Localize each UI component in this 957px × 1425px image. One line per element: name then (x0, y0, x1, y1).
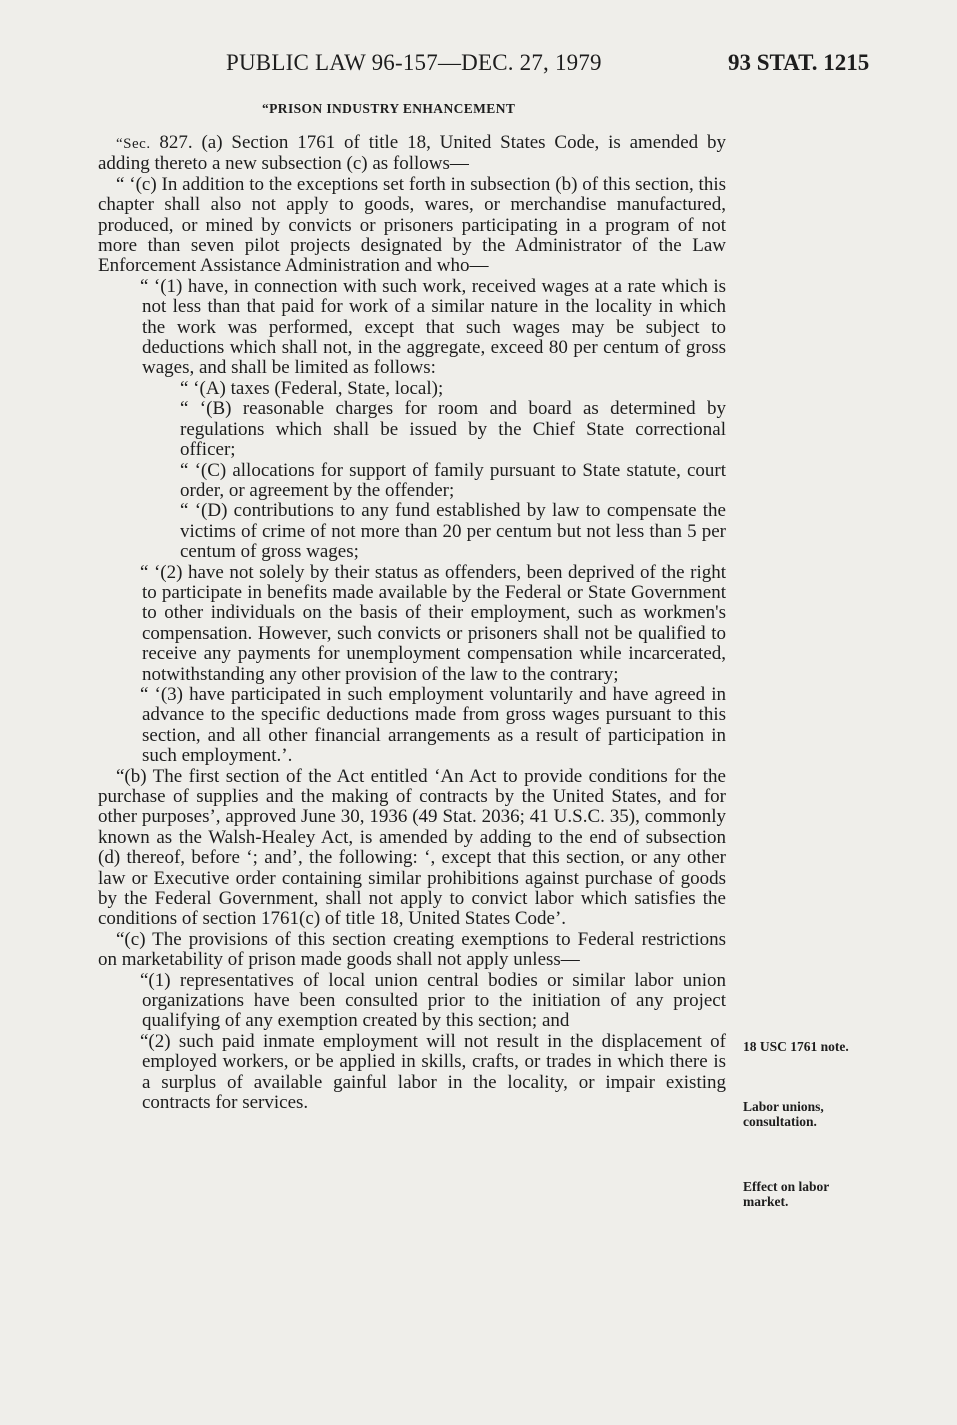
page-header-stat: 93 STAT. 1215 (728, 50, 870, 75)
margin-note-labor-market: Effect on labor market. (743, 1179, 829, 1209)
paragraph-subsection-b: “(b) The first section of the Act entitled ‘An Act to provide conditions for the purchase of supplies and the making of contracts by the United States, and for other purposes’, approved June 30, 1936 (49 Stat. 2036; 41 U.S.C. 35), commonly known as the Walsh-Healey Act, is amended by adding to the end of subsection (d) thereof, before ‘; and’, the following: ‘, except that this section, or any other law or Executive order containing similar prohibitions against purchase of goods by the Federal Government, shall not apply to convict labor which satisfies the conditions of section 1761(c) of title 18, United States Code’. (98, 765, 726, 930)
paragraph-clause-3: “ ‘(3) have participated in such employment voluntarily and have agreed in advance to the specific deductions made from gross wages pursuant to this section, and all other financial arrangements as a result of participation in such employment.’. (140, 683, 726, 767)
paragraph-condition-1: “(1) representatives of local union central bodies or similar labor union organizations have been consulted prior to the initiation of any project qualifying of any exemption created by this section; and (140, 969, 726, 1032)
margin-note-labor-unions: Labor unions, consultation. (743, 1099, 824, 1129)
page-header-title: PUBLIC LAW 96-157—DEC. 27, 1979 (226, 50, 602, 75)
paragraph-sec-827-text: 827. (a) Section 1761 of title 18, United States Code, is amended by adding thereto a new subsection (c) as follows— (98, 132, 726, 175)
paragraph-clause-1: “ ‘(1) have, in connection with such work, received wages at a rate which is not less than that paid for work of a similar nature in the locality in which the work was performed, except that such wages may be subject to deductions which shall not, in the aggregate, exceed 80 per centum of gross wages, and shall be limited as follows: (140, 275, 726, 379)
sec-label: “Sec. (116, 136, 151, 152)
paragraph-clause-b: “ ‘(B) reasonable charges for room and board as determined by regulations which shall be issued by the Chief State correctional officer; (180, 398, 726, 461)
margin-note-18-usc: 18 USC 1761 note. (743, 1039, 849, 1054)
paragraph-condition-2: “(2) such paid inmate employment will not result in the displacement of employed workers, or be applied in skills, crafts, or trades in which there is a surplus of available gainful labor in the locality, or impair existing contracts for services. (140, 1030, 726, 1114)
paragraph-sec-827 (98, 133, 726, 175)
section-heading: “PRISON INDUSTRY ENHANCEMENT (262, 101, 516, 116)
paragraph-clause-d: “ ‘(D) contributions to any fund established by law to compensate the victims of crime of not more than 20 per centum but not less than 5 per centum of gross wages; (180, 500, 726, 563)
paragraph-clause-2: “ ‘(2) have not solely by their status as offenders, been deprived of the right to participate in benefits made available by the Federal or State Government to other individuals on the basis of their employment, such as workmen's compensation. However, such convicts or prisoners shall not be qualified to receive any payments for unemployment compensation while incarcerated, notwithstanding any other provision of the law to the contrary; (140, 561, 726, 685)
paragraph-clause-c: “ ‘(C) allocations for support of family pursuant to State statute, court order, or agreement by the offender; (180, 459, 726, 501)
paragraph-clause-a: “ ‘(A) taxes (Federal, State, local); (180, 377, 444, 399)
paragraph-subsection-c: “ ‘(c) In addition to the exceptions set forth in subsection (b) of this section, this chapter shall also not apply to goods, wares, or merchandise manufactured, produced, or mined by convicts or prisoners participating in a program of not more than seven pilot projects designated by the Administrator of the Law Enforcement Assistance Administration and who— (98, 173, 726, 277)
body-text (98, 133, 726, 1114)
paragraph-subsection-c-exemptions: “(c) The provisions of this section creating exemptions to Federal restrictions on marketability of prison made goods shall not apply unless— (98, 928, 726, 971)
